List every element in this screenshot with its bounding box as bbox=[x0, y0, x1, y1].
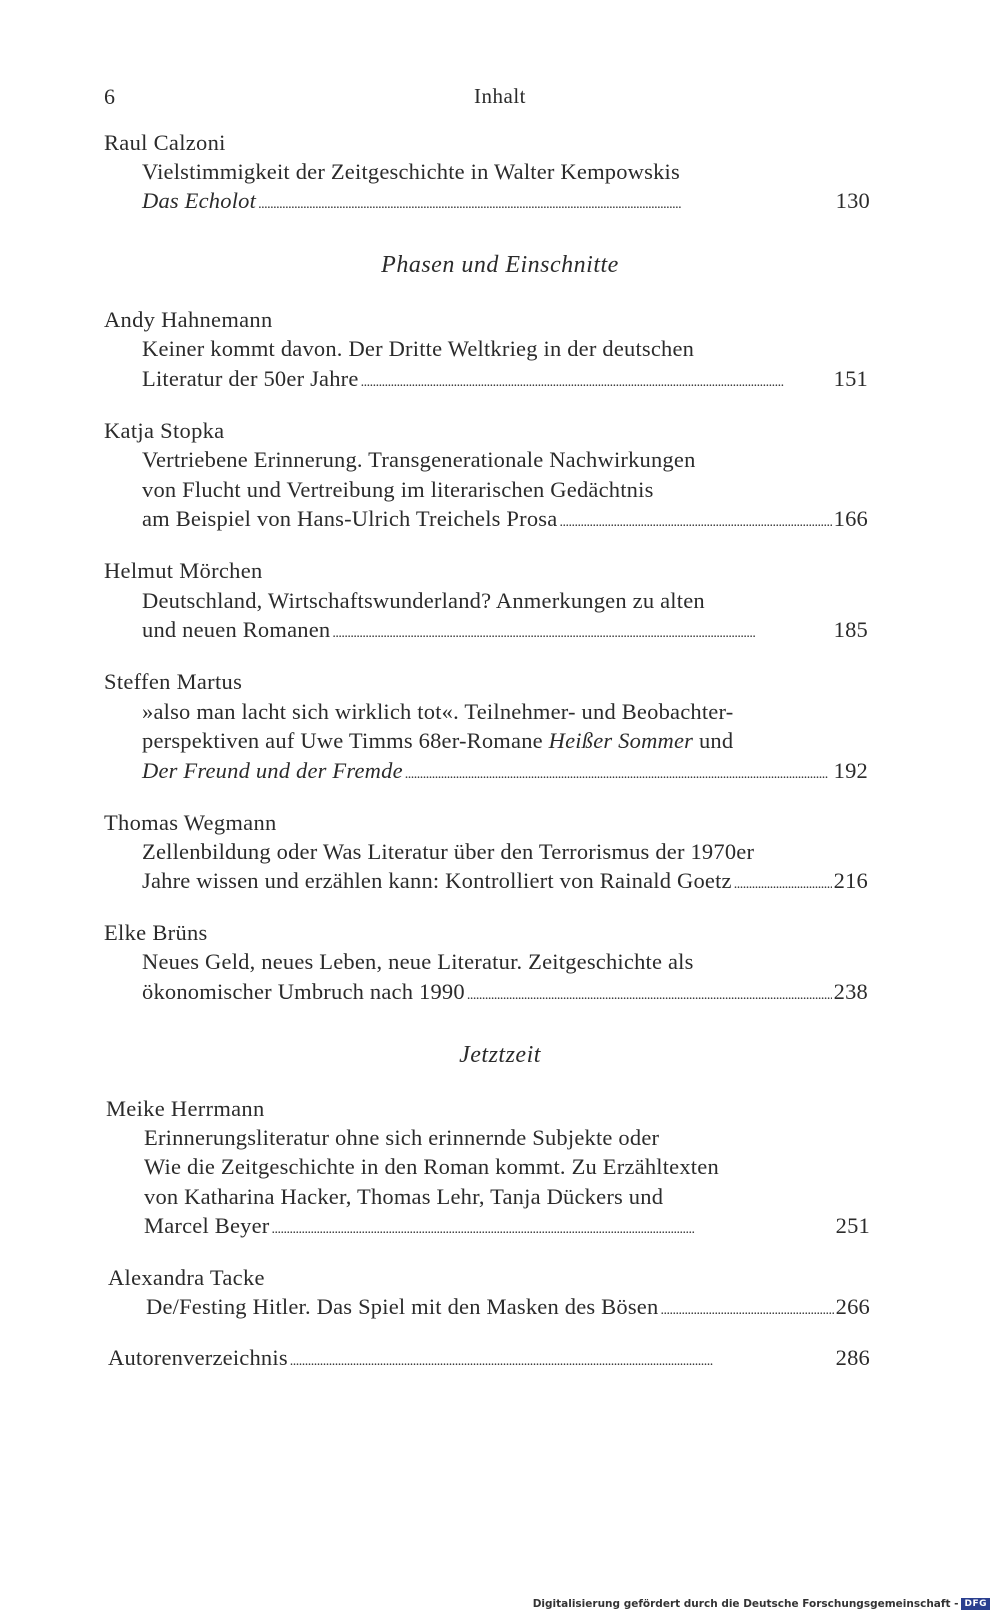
entry-title-text: ökonomischer Umbruch nach 1990 bbox=[142, 979, 465, 1004]
leader-dots bbox=[271, 1213, 833, 1239]
dfg-logo-icon: DFG bbox=[961, 1598, 990, 1610]
entry-title-last-line bbox=[142, 506, 868, 532]
entry-page-number: 266 bbox=[835, 1294, 870, 1319]
entry-title-last-line bbox=[142, 979, 868, 1005]
entry-author: Thomas Wegmann bbox=[104, 810, 277, 835]
entry-author: Alexandra Tacke bbox=[108, 1265, 265, 1290]
entry-page-number: 216 bbox=[833, 868, 868, 893]
entry-page-number: 166 bbox=[833, 506, 868, 531]
entry-title-line bbox=[142, 728, 733, 754]
entry-page-number: 130 bbox=[835, 188, 870, 213]
entry-author: Helmut Mörchen bbox=[104, 558, 263, 583]
entry-page-number: 251 bbox=[835, 1213, 870, 1238]
entry-title-last-line bbox=[146, 1294, 870, 1320]
entry-title-line: Vertriebene Erinnerung. Transgenerationale Nachwirkungen bbox=[142, 447, 696, 472]
entry-page-number: 238 bbox=[833, 979, 868, 1004]
leader-dots bbox=[660, 1294, 833, 1320]
leader-dots bbox=[258, 188, 834, 214]
page-number: 6 bbox=[104, 84, 115, 109]
entry-title-italic: Heißer Sommer bbox=[548, 728, 694, 753]
entry-author: Raul Calzoni bbox=[104, 130, 226, 155]
entry-title-line: Erinnerungsliteratur ohne sich erinnernde Subjekte oder bbox=[144, 1125, 660, 1150]
leader-dots bbox=[734, 868, 832, 894]
entry-title-text: perspektiven auf Uwe Timms 68er-Romane bbox=[142, 728, 549, 753]
entry-page-number: 192 bbox=[833, 758, 868, 783]
entry-page-number: 185 bbox=[833, 617, 868, 642]
entry-title-text: Marcel Beyer bbox=[144, 1213, 270, 1238]
entry-title-text: und neuen Romanen bbox=[142, 617, 331, 642]
entry-title-last-line bbox=[142, 366, 868, 392]
page-header bbox=[0, 84, 1000, 114]
entry-title-line: Wie die Zeitgeschichte in den Roman kommt. Zu Erzähltexten bbox=[144, 1154, 719, 1179]
footer-text: Digitalisierung gefördert durch die Deutsche Forschungsgemeinschaft - bbox=[532, 1598, 959, 1610]
entry-title-line: »also man lacht sich wirklich tot«. Teilnehmer- und Beobachter- bbox=[142, 699, 734, 724]
entry-author: Steffen Martus bbox=[104, 669, 243, 694]
running-head: Inhalt bbox=[474, 84, 526, 108]
entry-page-number: 151 bbox=[833, 366, 868, 391]
leader-dots bbox=[467, 979, 832, 1005]
entry-title-line: Neues Geld, neues Leben, neue Literatur. Zeitgeschichte als bbox=[142, 949, 694, 974]
entry-author: Elke Brüns bbox=[104, 920, 208, 945]
entry-page-number: 286 bbox=[835, 1345, 870, 1370]
entry-title-last-line bbox=[142, 758, 868, 784]
section-heading: Phasen und Einschnitte bbox=[381, 252, 619, 278]
entry-title-text: und bbox=[693, 728, 734, 753]
leader-dots bbox=[290, 1345, 834, 1371]
entry-title-last-line bbox=[142, 868, 868, 894]
entry-title-line: von Flucht und Vertreibung im literarischen Gedächtnis bbox=[142, 477, 654, 502]
entry-title-last-line bbox=[144, 1213, 870, 1239]
entry-title-text: Das Echolot bbox=[142, 188, 257, 213]
entry-title-last-line bbox=[142, 188, 870, 214]
author-index-entry bbox=[108, 1345, 870, 1371]
entry-author: Andy Hahnemann bbox=[104, 307, 273, 332]
entry-title-line: Vielstimmigkeit der Zeitgeschichte in Walter Kempowskis bbox=[142, 159, 680, 184]
author-index-label: Autorenverzeichnis bbox=[108, 1345, 288, 1370]
entry-title-line: Zellenbildung oder Was Literatur über den Terrorismus der 1970er bbox=[142, 839, 755, 864]
entry-title-text: Jahre wissen und erzählen kann: Kontrolliert von Rainald Goetz bbox=[142, 868, 732, 893]
entry-title-text: Literatur der 50er Jahre bbox=[142, 366, 359, 391]
leader-dots bbox=[332, 617, 831, 643]
entry-title-line: Deutschland, Wirtschaftswunderland? Anmerkungen zu alten bbox=[142, 588, 705, 613]
entry-title-text: am Beispiel von Hans-Ulrich Treichels Prosa bbox=[142, 506, 558, 531]
leader-dots bbox=[405, 758, 832, 784]
entry-author: Meike Herrmann bbox=[106, 1096, 265, 1121]
entry-title-text: Der Freund und der Fremde bbox=[142, 758, 403, 783]
digitization-footer bbox=[533, 1598, 990, 1610]
entry-author: Katja Stopka bbox=[104, 418, 225, 443]
entry-title-line: Keiner kommt davon. Der Dritte Weltkrieg in der deutschen bbox=[142, 336, 695, 361]
section-heading: Jetztzeit bbox=[459, 1042, 541, 1068]
entry-title-last-line bbox=[142, 617, 868, 643]
leader-dots bbox=[361, 366, 832, 392]
leader-dots bbox=[559, 506, 831, 532]
entry-title-text: De/Festing Hitler. Das Spiel mit den Masken des Bösen bbox=[146, 1294, 659, 1319]
entry-title-line: von Katharina Hacker, Thomas Lehr, Tanja Dückers und bbox=[144, 1184, 664, 1209]
